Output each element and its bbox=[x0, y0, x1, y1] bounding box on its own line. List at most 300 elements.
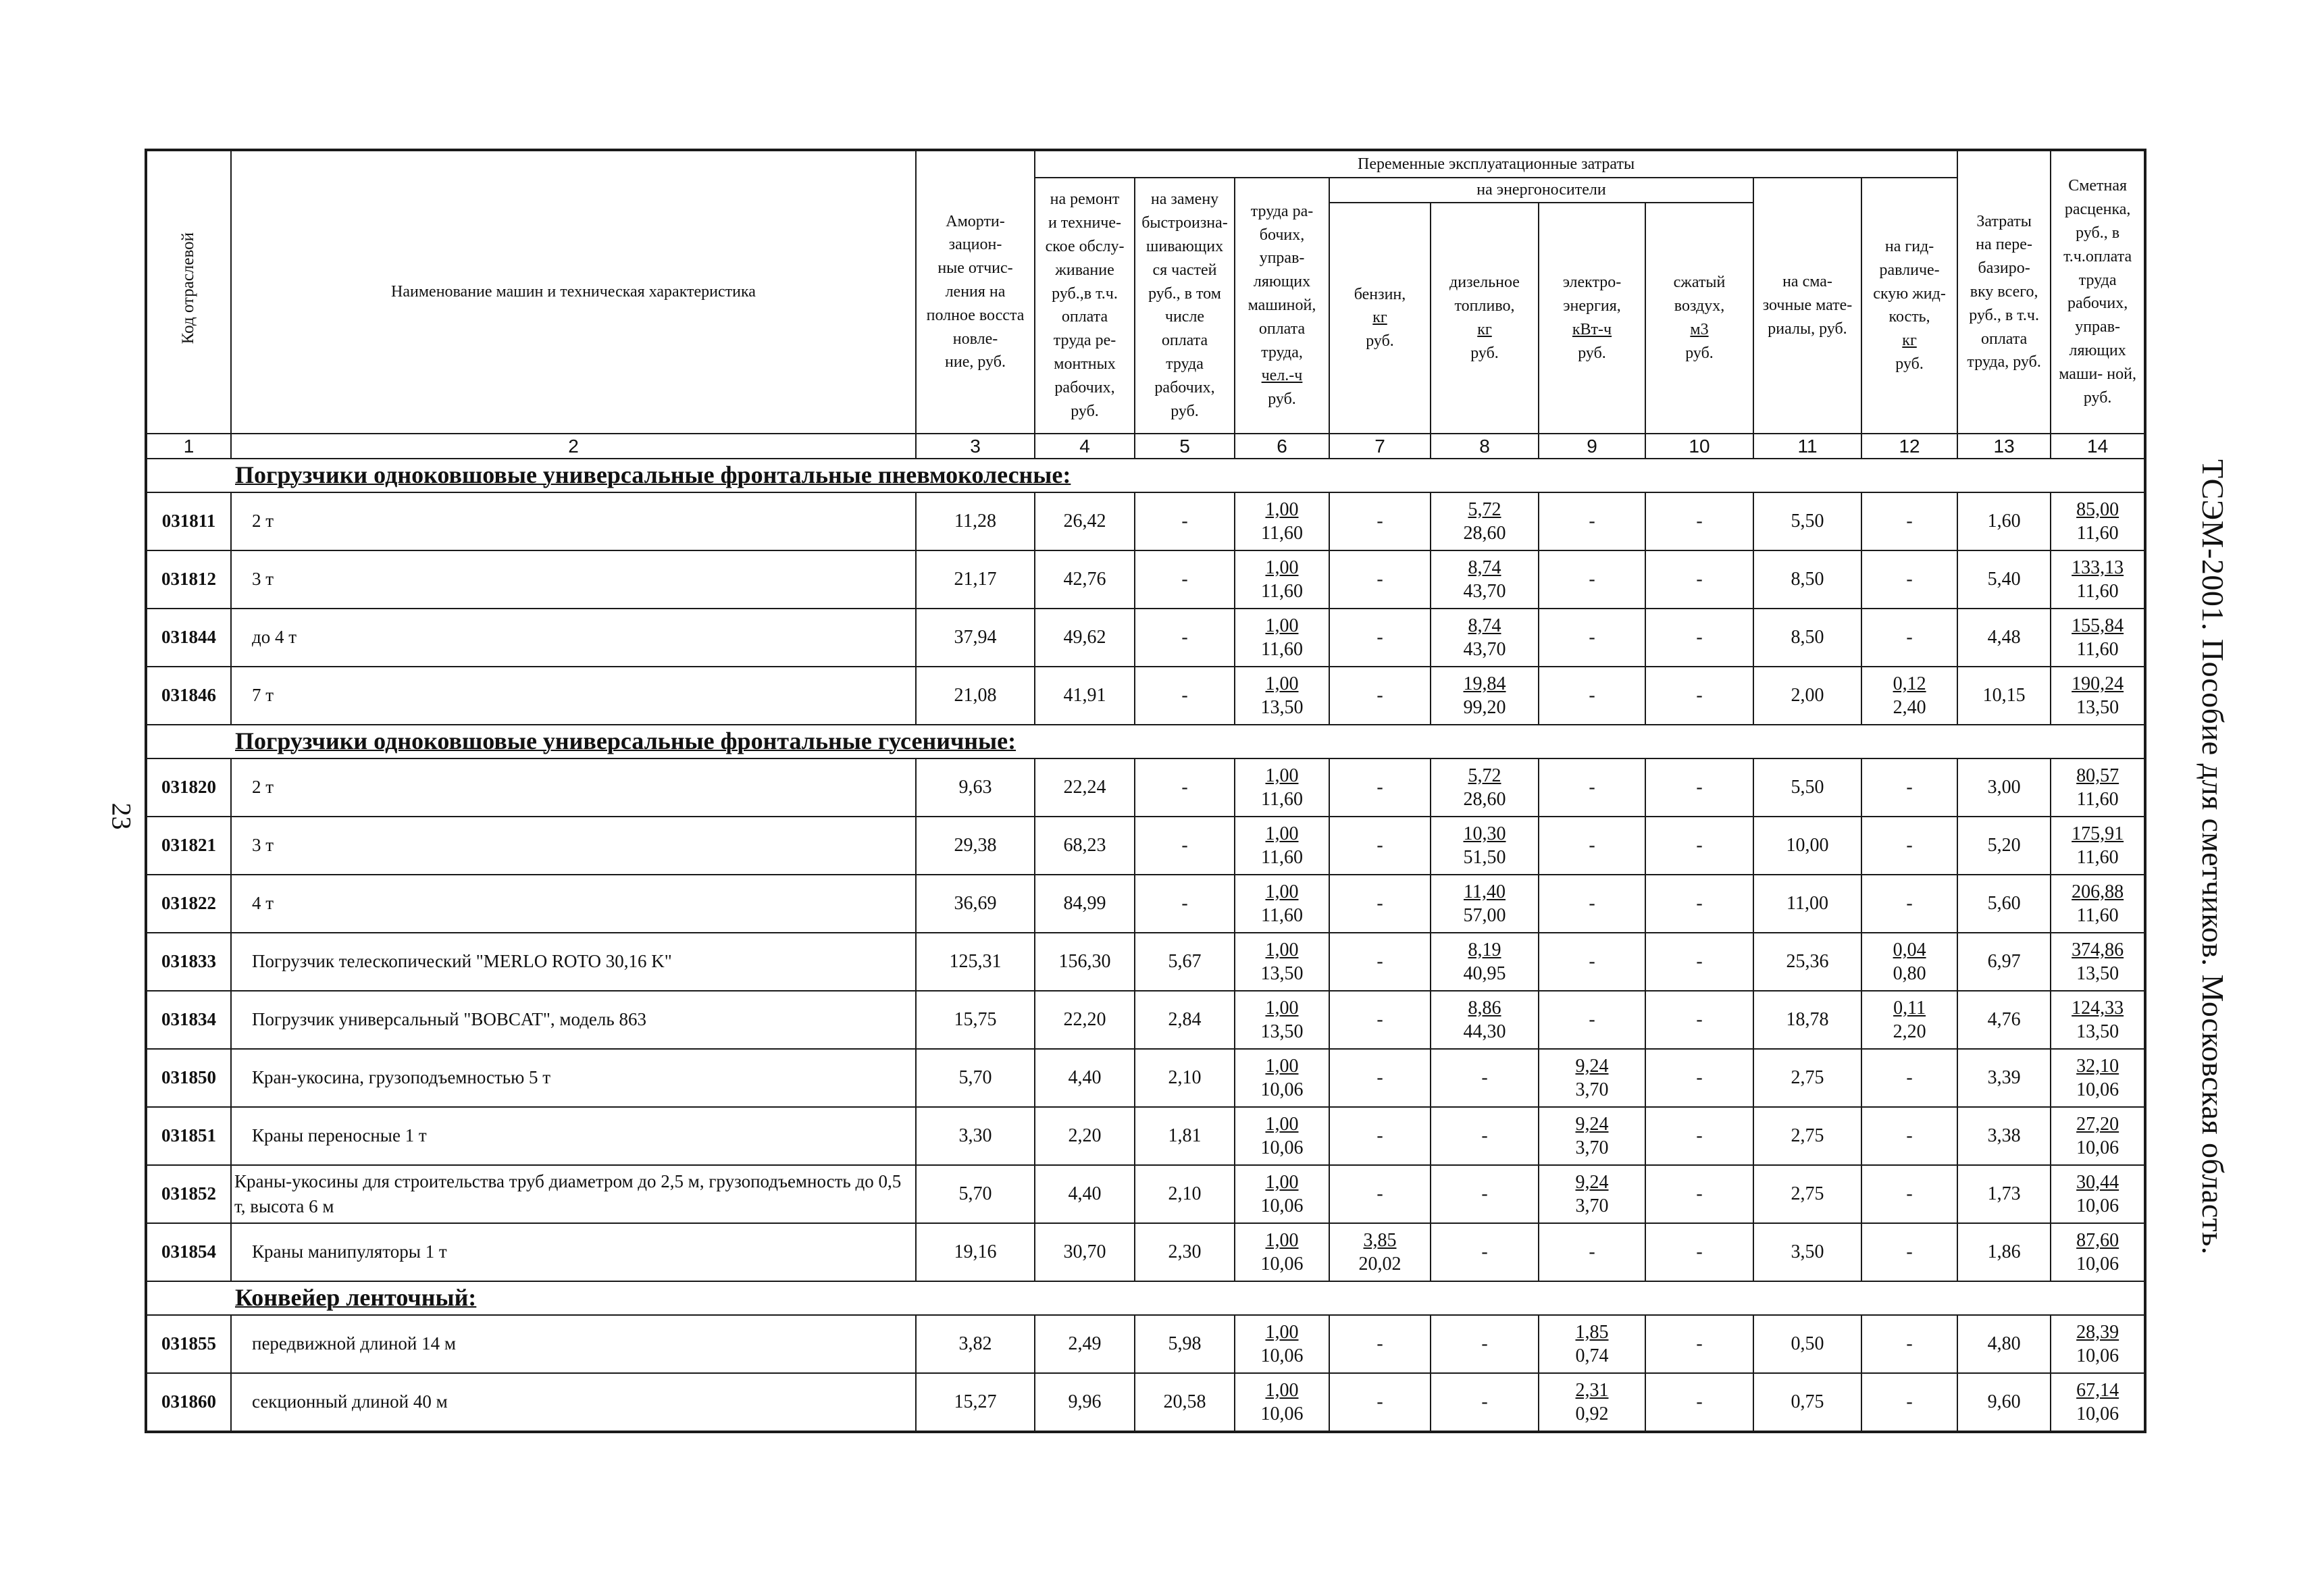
rate-value bbox=[2051, 875, 2145, 933]
machine-code: 031854 bbox=[146, 1223, 231, 1281]
electro-value-denominator: 3,70 bbox=[1575, 1079, 1609, 1100]
replace-value: 5,98 bbox=[1135, 1315, 1235, 1373]
section-row bbox=[146, 459, 2145, 492]
electro-value: - bbox=[1539, 933, 1645, 991]
labor-value-fraction bbox=[1261, 1054, 1304, 1102]
air-value: - bbox=[1645, 1107, 1753, 1165]
replace-value: 2,10 bbox=[1135, 1049, 1235, 1107]
column-number-12: 12 bbox=[1861, 434, 1957, 459]
replace-value: - bbox=[1135, 492, 1235, 550]
header-replace-line: руб., в том bbox=[1148, 284, 1221, 303]
electro-value: - bbox=[1539, 758, 1645, 817]
repair-value: 4,40 bbox=[1035, 1049, 1135, 1107]
relocation-value: 9,60 bbox=[1957, 1373, 2051, 1432]
diesel-value-denominator: 28,60 bbox=[1463, 788, 1506, 810]
diesel-value bbox=[1431, 550, 1539, 609]
replace-value: 20,58 bbox=[1135, 1373, 1235, 1432]
amortization-value: 11,28 bbox=[916, 492, 1035, 550]
machine-code: 031833 bbox=[146, 933, 231, 991]
header-code-text: Код отраслевой bbox=[179, 232, 198, 344]
hydraulic-value: - bbox=[1861, 550, 1957, 609]
machine-name: 3 т bbox=[231, 817, 916, 875]
petrol-value: - bbox=[1329, 1315, 1431, 1373]
electro-value: - bbox=[1539, 550, 1645, 609]
repair-value: 2,49 bbox=[1035, 1315, 1135, 1373]
table-row bbox=[146, 991, 2145, 1049]
labor-value-numerator: 1,00 bbox=[1265, 557, 1299, 578]
machine-code: 031844 bbox=[146, 609, 231, 667]
diesel-value-denominator: 43,70 bbox=[1463, 580, 1506, 602]
repair-value: 156,30 bbox=[1035, 933, 1135, 991]
header-replace-line: труда bbox=[1166, 355, 1204, 373]
rate-value-numerator: 27,20 bbox=[2076, 1113, 2119, 1135]
rate-value-numerator: 28,39 bbox=[2076, 1321, 2119, 1343]
petrol-value bbox=[1329, 1223, 1431, 1281]
header-rate-line: Сметная bbox=[2068, 177, 2128, 195]
section-title-text: Конвейер ленточный: bbox=[235, 1284, 477, 1312]
air-value: - bbox=[1645, 758, 1753, 817]
diesel-value bbox=[1431, 609, 1539, 667]
relocation-value: 5,60 bbox=[1957, 875, 2051, 933]
header-repair-line: и техниче- bbox=[1048, 214, 1122, 232]
diesel-value-denominator: 40,95 bbox=[1463, 962, 1506, 984]
lubricants-value: 3,50 bbox=[1753, 1223, 1861, 1281]
page-number: 23 bbox=[106, 802, 137, 830]
header-petrol-denominator: руб. bbox=[1366, 332, 1394, 351]
header-relocation bbox=[1957, 150, 2051, 434]
hydraulic-value: - bbox=[1861, 1049, 1957, 1107]
machine-name: Краны манипуляторы 1 т bbox=[231, 1223, 916, 1281]
rate-value bbox=[2051, 991, 2145, 1049]
rate-value-fraction bbox=[2076, 764, 2119, 811]
rate-value bbox=[2051, 667, 2145, 725]
header-air-numerator: м3 bbox=[1690, 320, 1709, 338]
table-row bbox=[146, 550, 2145, 609]
amortization-value: 36,69 bbox=[916, 875, 1035, 933]
table-row bbox=[146, 667, 2145, 725]
repair-value: 84,99 bbox=[1035, 875, 1135, 933]
electro-value-denominator: 3,70 bbox=[1575, 1137, 1609, 1158]
hydraulic-value-numerator: 0,12 bbox=[1893, 673, 1926, 694]
header-labor-line: труда, bbox=[1261, 343, 1303, 361]
petrol-value: - bbox=[1329, 550, 1431, 609]
lubricants-value: 2,00 bbox=[1753, 667, 1861, 725]
header-air bbox=[1645, 203, 1753, 434]
header-hydraulic-fraction bbox=[1895, 329, 1924, 376]
rate-value bbox=[2051, 758, 2145, 817]
hydraulic-value: - bbox=[1861, 609, 1957, 667]
machine-code: 031846 bbox=[146, 667, 231, 725]
header-amortization-line: ления на bbox=[945, 283, 1006, 301]
labor-value bbox=[1235, 1223, 1329, 1281]
header-replace-line: оплата bbox=[1161, 332, 1208, 350]
rate-value-denominator: 13,50 bbox=[2076, 696, 2119, 718]
header-electro-line: энергия, bbox=[1563, 297, 1621, 315]
header-hydraulic bbox=[1861, 178, 1957, 434]
lubricants-value: 18,78 bbox=[1753, 991, 1861, 1049]
header-labor-fraction bbox=[1262, 364, 1303, 411]
petrol-value: - bbox=[1329, 667, 1431, 725]
machine-code: 031822 bbox=[146, 875, 231, 933]
labor-value-numerator: 1,00 bbox=[1265, 498, 1299, 520]
rate-value-fraction bbox=[2072, 880, 2124, 927]
amortization-value: 5,70 bbox=[916, 1165, 1035, 1223]
petrol-value: - bbox=[1329, 933, 1431, 991]
hydraulic-value-numerator: 0,11 bbox=[1893, 997, 1926, 1019]
labor-value-numerator: 1,00 bbox=[1265, 881, 1299, 902]
labor-value bbox=[1235, 550, 1329, 609]
section-title-text: Погрузчики одноковшовые универсальные фронтальные пневмоколесные: bbox=[235, 461, 1071, 489]
diesel-value: - bbox=[1431, 1049, 1539, 1107]
lubricants-value: 8,50 bbox=[1753, 550, 1861, 609]
diesel-value-fraction bbox=[1464, 880, 1506, 927]
electro-value-fraction bbox=[1576, 1320, 1609, 1368]
header-lubricants-line: риалы, руб. bbox=[1768, 319, 1847, 338]
machine-name: передвижной длиной 14 м bbox=[231, 1315, 916, 1373]
amortization-value: 19,16 bbox=[916, 1223, 1035, 1281]
rate-value bbox=[2051, 1165, 2145, 1223]
labor-value-fraction bbox=[1261, 880, 1303, 927]
machine-code: 031834 bbox=[146, 991, 231, 1049]
header-air-denominator: руб. bbox=[1685, 344, 1714, 362]
section-row bbox=[146, 725, 2145, 758]
rate-value-numerator: 30,44 bbox=[2076, 1171, 2119, 1193]
diesel-value-numerator: 11,40 bbox=[1464, 881, 1506, 902]
header-rate bbox=[2051, 150, 2145, 434]
header-energy: на энергоносители bbox=[1329, 178, 1753, 203]
air-value: - bbox=[1645, 1049, 1753, 1107]
hydraulic-value-denominator: 0,80 bbox=[1893, 962, 1926, 984]
header-air-fraction bbox=[1685, 318, 1714, 365]
petrol-value: - bbox=[1329, 1165, 1431, 1223]
labor-value bbox=[1235, 817, 1329, 875]
diesel-value-numerator: 8,74 bbox=[1468, 615, 1501, 636]
header-amortization-line: новле- bbox=[952, 330, 998, 348]
header-replace-line: на замену bbox=[1150, 190, 1219, 209]
diesel-value-denominator: 99,20 bbox=[1463, 696, 1506, 718]
electro-value-fraction bbox=[1576, 1112, 1609, 1160]
table-row bbox=[146, 1165, 2145, 1223]
header-name: Наименование машин и техническая характеристика bbox=[231, 150, 916, 434]
header-air-line: сжатый bbox=[1673, 274, 1726, 292]
hydraulic-value-denominator: 2,20 bbox=[1893, 1021, 1926, 1042]
petrol-value: - bbox=[1329, 1107, 1431, 1165]
electro-value: - bbox=[1539, 817, 1645, 875]
machine-name: Погрузчик универсальный "BOBCAT", модель 863 bbox=[231, 991, 916, 1049]
header-electro-line: электро- bbox=[1562, 274, 1622, 292]
air-value: - bbox=[1645, 875, 1753, 933]
electro-value-numerator: 2,31 bbox=[1575, 1379, 1609, 1401]
rate-value bbox=[2051, 609, 2145, 667]
header-lubricants-line: на сма- bbox=[1782, 273, 1832, 291]
rate-value-fraction bbox=[2072, 938, 2124, 985]
rate-value-denominator: 10,06 bbox=[2076, 1345, 2119, 1366]
amortization-value: 15,27 bbox=[916, 1373, 1035, 1432]
rate-value-numerator: 374,86 bbox=[2072, 939, 2124, 960]
header-diesel-fraction bbox=[1470, 318, 1499, 365]
electro-value bbox=[1539, 1373, 1645, 1432]
header-lubricants-line: зочные мате- bbox=[1762, 297, 1853, 314]
diesel-value: - bbox=[1431, 1165, 1539, 1223]
machine-name: Краны-укосины для строительства труб диаметром до 2,5 м, грузоподъемность до 0,5 т, высота 6 м bbox=[231, 1165, 916, 1223]
header-diesel-denominator: руб. bbox=[1470, 344, 1499, 362]
header-relocation-line: на пере- bbox=[1976, 236, 2032, 254]
diesel-value-numerator: 5,72 bbox=[1468, 765, 1501, 786]
rate-value-numerator: 85,00 bbox=[2076, 498, 2119, 520]
diesel-value bbox=[1431, 933, 1539, 991]
header-petrol-numerator: кг bbox=[1372, 309, 1387, 327]
hydraulic-value bbox=[1861, 933, 1957, 991]
machine-name: 7 т bbox=[231, 667, 916, 725]
header-replace-line: шивающих bbox=[1146, 238, 1224, 255]
labor-value-numerator: 1,00 bbox=[1265, 1113, 1299, 1135]
labor-value-denominator: 10,06 bbox=[1260, 1403, 1304, 1424]
header-replace-line: числе bbox=[1164, 308, 1205, 326]
header-replace-line: рабочих, bbox=[1154, 378, 1215, 396]
rate-value-denominator: 10,06 bbox=[2076, 1137, 2119, 1158]
header-hydraulic-line: равличе- bbox=[1879, 261, 1940, 279]
petrol-value-numerator: 3,85 bbox=[1363, 1229, 1397, 1251]
petrol-value: - bbox=[1329, 1049, 1431, 1107]
rate-value-numerator: 175,91 bbox=[2072, 823, 2124, 844]
header-rate-line: труда bbox=[2078, 271, 2117, 289]
hydraulic-value bbox=[1861, 667, 1957, 725]
diesel-value: - bbox=[1431, 1373, 1539, 1432]
header-diesel-line: дизельное bbox=[1449, 274, 1520, 292]
header-lubricants bbox=[1753, 178, 1861, 434]
header-amortization-line: ные отчис- bbox=[937, 259, 1013, 278]
amortization-value: 15,75 bbox=[916, 991, 1035, 1049]
rate-value-denominator: 10,06 bbox=[2076, 1195, 2119, 1216]
hydraulic-value: - bbox=[1861, 758, 1957, 817]
labor-value-numerator: 1,00 bbox=[1265, 823, 1299, 844]
column-number-8: 8 bbox=[1431, 434, 1539, 459]
air-value: - bbox=[1645, 1223, 1753, 1281]
table-header bbox=[146, 150, 2145, 434]
header-relocation-line: базиро- bbox=[1978, 259, 2030, 278]
hydraulic-value: - bbox=[1861, 817, 1957, 875]
hydraulic-value-fraction bbox=[1893, 996, 1926, 1044]
diesel-value-numerator: 10,30 bbox=[1463, 823, 1506, 844]
labor-value-denominator: 10,06 bbox=[1260, 1253, 1304, 1275]
electro-value: - bbox=[1539, 1223, 1645, 1281]
hydraulic-value: - bbox=[1861, 492, 1957, 550]
machine-code: 031852 bbox=[146, 1165, 231, 1223]
hydraulic-value-fraction bbox=[1893, 672, 1926, 719]
labor-value bbox=[1235, 875, 1329, 933]
header-amortization-line: ние, руб. bbox=[945, 353, 1006, 371]
column-number-4: 4 bbox=[1035, 434, 1135, 459]
rate-value-numerator: 67,14 bbox=[2076, 1379, 2119, 1401]
diesel-value-numerator: 8,19 bbox=[1468, 939, 1501, 960]
electro-value: - bbox=[1539, 609, 1645, 667]
rate-value-fraction bbox=[2072, 822, 2124, 869]
table-row bbox=[146, 1107, 2145, 1165]
replace-value: 2,84 bbox=[1135, 991, 1235, 1049]
machine-name: 2 т bbox=[231, 758, 916, 817]
header-relocation-line: руб., в т.ч. bbox=[1969, 306, 2039, 324]
rate-value bbox=[2051, 550, 2145, 609]
section-title bbox=[231, 459, 2145, 492]
rate-value-fraction bbox=[2076, 1229, 2119, 1276]
header-diesel-line: топливо, bbox=[1454, 297, 1515, 315]
amortization-value: 5,70 bbox=[916, 1049, 1035, 1107]
replace-value: - bbox=[1135, 609, 1235, 667]
air-value: - bbox=[1645, 1165, 1753, 1223]
repair-value: 9,96 bbox=[1035, 1373, 1135, 1432]
labor-value bbox=[1235, 1165, 1329, 1223]
machine-code: 031820 bbox=[146, 758, 231, 817]
table-row bbox=[146, 1373, 2145, 1432]
electro-value-numerator: 9,24 bbox=[1575, 1171, 1609, 1193]
relocation-value: 1,86 bbox=[1957, 1223, 2051, 1281]
rate-value-fraction bbox=[2076, 498, 2119, 545]
header-relocation-line: Затраты bbox=[1976, 212, 2032, 230]
rate-value-fraction bbox=[2076, 1170, 2119, 1218]
machine-name: секционный длиной 40 м bbox=[231, 1373, 916, 1432]
diesel-value-denominator: 28,60 bbox=[1463, 522, 1506, 544]
header-rate-line: т.ч.оплата bbox=[2063, 247, 2132, 265]
labor-value-fraction bbox=[1261, 1379, 1304, 1426]
column-number-5: 5 bbox=[1135, 434, 1235, 459]
labor-value bbox=[1235, 492, 1329, 550]
column-number-9: 9 bbox=[1539, 434, 1645, 459]
header-rate-line: руб. bbox=[2083, 388, 2112, 407]
diesel-value-fraction bbox=[1464, 996, 1506, 1044]
air-value: - bbox=[1645, 991, 1753, 1049]
electro-value-denominator: 0,92 bbox=[1575, 1403, 1609, 1424]
header-hydraulic-numerator: кг bbox=[1902, 332, 1917, 350]
petrol-value-denominator: 20,02 bbox=[1358, 1253, 1402, 1275]
column-number-14: 14 bbox=[2051, 434, 2145, 459]
header-relocation-line: труда, руб. bbox=[1967, 353, 2041, 371]
header-petrol-fraction bbox=[1366, 306, 1394, 353]
section-title bbox=[231, 725, 2145, 758]
header-labor-line: оплата bbox=[1258, 319, 1306, 338]
diesel-value-fraction bbox=[1464, 672, 1506, 719]
electro-value-fraction bbox=[1576, 1054, 1609, 1102]
labor-value-denominator: 10,06 bbox=[1260, 1195, 1304, 1216]
diesel-value-fraction bbox=[1464, 614, 1506, 661]
header-relocation-line: оплата bbox=[1980, 330, 2028, 348]
rate-value-fraction bbox=[2072, 556, 2124, 603]
labor-value-fraction bbox=[1261, 938, 1304, 985]
table-row bbox=[146, 1223, 2145, 1281]
labor-value bbox=[1235, 1315, 1329, 1373]
lubricants-value: 2,75 bbox=[1753, 1165, 1861, 1223]
diesel-value-numerator: 5,72 bbox=[1468, 498, 1501, 520]
relocation-value: 10,15 bbox=[1957, 667, 2051, 725]
replace-value: 2,10 bbox=[1135, 1165, 1235, 1223]
air-value: - bbox=[1645, 609, 1753, 667]
lubricants-value: 2,75 bbox=[1753, 1049, 1861, 1107]
section-title bbox=[231, 1281, 2145, 1315]
labor-value-numerator: 1,00 bbox=[1265, 1321, 1299, 1343]
labor-value-numerator: 1,00 bbox=[1265, 939, 1299, 960]
header-labor bbox=[1235, 178, 1329, 434]
machine-code: 031850 bbox=[146, 1049, 231, 1107]
replace-value: - bbox=[1135, 667, 1235, 725]
petrol-value: - bbox=[1329, 758, 1431, 817]
electro-value-denominator: 3,70 bbox=[1575, 1195, 1609, 1216]
labor-value-fraction bbox=[1261, 764, 1303, 811]
header-labor-numerator: чел.-ч bbox=[1261, 367, 1303, 385]
lubricants-value: 0,75 bbox=[1753, 1373, 1861, 1432]
rate-value bbox=[2051, 1049, 2145, 1107]
header-amortization-line: полное восста bbox=[926, 306, 1025, 324]
header-repair-line: ское обслу- bbox=[1045, 238, 1125, 255]
replace-value: 2,30 bbox=[1135, 1223, 1235, 1281]
labor-value bbox=[1235, 933, 1329, 991]
labor-value bbox=[1235, 667, 1329, 725]
electro-value-numerator: 1,85 bbox=[1575, 1321, 1609, 1343]
replace-value: - bbox=[1135, 758, 1235, 817]
lubricants-value: 10,00 bbox=[1753, 817, 1861, 875]
diesel-value bbox=[1431, 875, 1539, 933]
rate-value bbox=[2051, 1107, 2145, 1165]
header-amortization-line: зацион- bbox=[948, 236, 1002, 254]
header-repair-line: рабочих, bbox=[1054, 378, 1115, 396]
electro-value bbox=[1539, 1049, 1645, 1107]
column-number-2: 2 bbox=[231, 434, 916, 459]
petrol-value: - bbox=[1329, 1373, 1431, 1432]
amortization-value: 21,17 bbox=[916, 550, 1035, 609]
air-value: - bbox=[1645, 492, 1753, 550]
hydraulic-value: - bbox=[1861, 1165, 1957, 1223]
diesel-value-denominator: 57,00 bbox=[1463, 904, 1506, 926]
machine-name: 3 т bbox=[231, 550, 916, 609]
header-code bbox=[146, 150, 231, 434]
header-petrol-line: бензин, bbox=[1354, 285, 1406, 303]
machine-name: Погрузчик телескопический "MERLO ROTO 30,16 K" bbox=[231, 933, 916, 991]
column-number-13: 13 bbox=[1957, 434, 2051, 459]
rate-value-denominator: 10,06 bbox=[2076, 1403, 2119, 1424]
header-row-1 bbox=[146, 150, 2145, 178]
relocation-value: 5,20 bbox=[1957, 817, 2051, 875]
rate-value-numerator: 80,57 bbox=[2076, 765, 2119, 786]
lubricants-value: 5,50 bbox=[1753, 758, 1861, 817]
rate-value-fraction bbox=[2076, 1054, 2119, 1102]
repair-value: 22,24 bbox=[1035, 758, 1135, 817]
amortization-value: 9,63 bbox=[916, 758, 1035, 817]
header-air-line: воздух, bbox=[1674, 297, 1725, 315]
labor-value-denominator: 11,60 bbox=[1261, 638, 1303, 660]
diesel-value-fraction bbox=[1464, 938, 1506, 985]
header-rate-line: рабочих, bbox=[2067, 294, 2128, 313]
relocation-value: 4,76 bbox=[1957, 991, 2051, 1049]
rate-value bbox=[2051, 492, 2145, 550]
electro-value bbox=[1539, 1107, 1645, 1165]
labor-value-fraction bbox=[1261, 996, 1304, 1044]
air-value: - bbox=[1645, 667, 1753, 725]
labor-value-numerator: 1,00 bbox=[1265, 673, 1299, 694]
diesel-value-fraction bbox=[1464, 822, 1506, 869]
labor-value-denominator: 11,60 bbox=[1261, 580, 1303, 602]
diesel-value: - bbox=[1431, 1223, 1539, 1281]
repair-value: 22,20 bbox=[1035, 991, 1135, 1049]
rate-value bbox=[2051, 1373, 2145, 1432]
electro-value-denominator: 0,74 bbox=[1575, 1345, 1609, 1366]
header-replace-line: руб. bbox=[1171, 402, 1199, 420]
machine-rates-table bbox=[145, 149, 2146, 1433]
header-electro bbox=[1539, 203, 1645, 434]
replace-value: 5,67 bbox=[1135, 933, 1235, 991]
machine-name: до 4 т bbox=[231, 609, 916, 667]
rate-value-numerator: 124,33 bbox=[2072, 997, 2124, 1019]
hydraulic-value: - bbox=[1861, 1223, 1957, 1281]
machine-name: Краны переносные 1 т bbox=[231, 1107, 916, 1165]
section-row bbox=[146, 1281, 2145, 1315]
